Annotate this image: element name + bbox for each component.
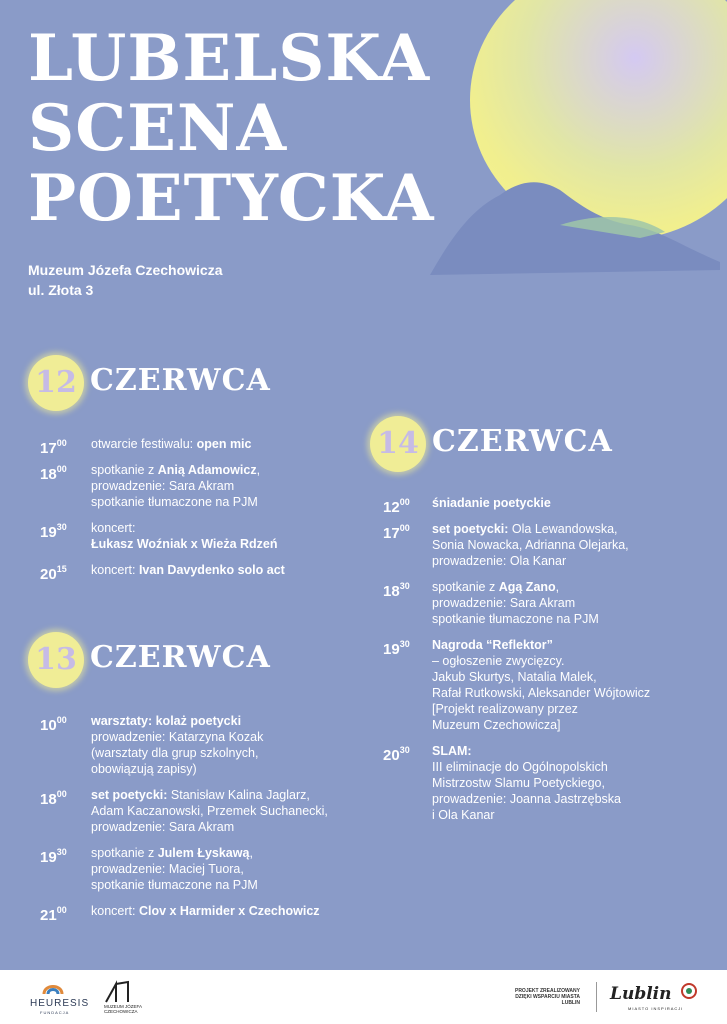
description-line [91,536,361,552]
venue-info [28,260,223,300]
line-text: i Ola Kanar [432,808,495,822]
line-text: spotkanie tłumaczone na PJM [432,612,599,626]
event-hour: 19 [383,641,400,658]
event-minutes: 30 [399,639,410,649]
line-text: Ola Lewandowska, [511,522,618,536]
line-text: otwarcie festiwalu: [91,437,197,451]
event-time [383,494,410,517]
event-time [40,902,67,925]
line-text: koncert: [91,904,139,918]
event-hour: 21 [40,907,57,924]
description-line [91,877,361,893]
event-description [91,520,361,552]
line-text: (warsztaty dla grup szkolnych, [91,746,259,760]
line-text: Sonia Nowacka, Adrianna Olejarka, [432,538,629,552]
description-line [91,462,361,478]
description-line [432,595,702,611]
event-description [432,521,702,569]
description-line [432,685,702,701]
lublin-name: Lublin [610,984,672,1004]
event-time [40,712,67,735]
description-line [91,845,361,861]
event-minutes: 00 [56,715,67,725]
description-line [432,579,702,595]
lublin-crest-icon [680,982,698,1000]
event-time [40,461,67,484]
line-text: spotkanie tłumaczone na PJM [91,495,258,509]
venue-address: ul. Złota 3 [28,282,94,298]
description-line [91,494,361,510]
line-text: , [249,846,253,860]
event-time [383,742,410,765]
description-line [91,478,361,494]
event-description [91,562,361,578]
line-highlight: open mic [196,437,252,451]
line-text: Adam Kaczanowski, Przemek Suchanecki, [91,804,328,818]
day-number: 12 [35,365,77,400]
description-line [432,653,702,669]
line-text: Jakub Skurtys, Natalia Malek, [432,670,597,684]
line-text: prowadzenie: Joanna Jastrzębska [432,792,622,806]
event-hour: 18 [383,583,400,600]
description-line [91,520,361,536]
description-line [91,903,361,919]
description-line [91,436,361,452]
line-text: Mistrzostw Slamu Poetyckiego, [432,776,605,790]
title-line-3: POETYCKA [28,161,435,236]
day-month: CZERWCA [90,640,271,675]
description-line [432,521,702,537]
line-text: spotkanie tłumaczone na PJM [91,878,258,892]
description-line [91,861,361,877]
event-time [40,786,67,809]
line-text: III eliminacje do Ogólnopolskich [432,760,608,774]
event-hour: 17 [383,525,400,542]
description-line [91,787,361,803]
event-description [432,637,702,733]
description-line [91,745,361,761]
description-line [91,803,361,819]
lublin-slogan: MIASTO INSPIRACJI [628,1006,684,1011]
line-text: prowadzenie: Sara Akram [91,479,235,493]
line-highlight: warsztaty: kolaż poetycki [91,714,242,728]
description-line [432,759,702,775]
event-minutes: 00 [56,789,67,799]
event-hour: 19 [40,849,57,866]
heuresis-name: HEURESIS [30,998,90,1009]
event-minutes: 30 [56,522,67,532]
day-month: CZERWCA [432,424,613,459]
line-highlight: SLAM: [432,744,472,758]
event-time [40,435,67,458]
event-minutes: 30 [399,745,410,755]
event-description [91,462,361,510]
event-hour: 18 [40,791,57,808]
line-highlight: Anią Adamowicz [157,463,257,477]
event-minutes: 00 [56,464,67,474]
description-line [432,611,702,627]
line-text: prowadzenie: Ola Kanar [432,554,567,568]
event-hour: 20 [40,566,57,583]
footer-divider [596,982,597,1012]
event-description [91,787,361,835]
event-description [432,579,702,627]
line-text: Rafał Rutkowski, Aleksander Wójtowicz [432,686,651,700]
description-line [432,775,702,791]
day-month: CZERWCA [90,363,271,398]
description-line [432,791,702,807]
event-minutes: 30 [56,847,67,857]
event-minutes: 00 [399,523,410,533]
line-text: prowadzenie: Sara Akram [432,596,576,610]
event-description [432,743,702,823]
description-line [432,717,702,733]
event-description [91,903,361,919]
description-line [91,729,361,745]
line-text: Stanisław Kalina Jaglarz, [170,788,310,802]
line-text: Muzeum Czechowicza] [432,718,561,732]
line-text: obowiązują zapisy) [91,762,197,776]
heuresis-sub: FUNDACJA [40,1010,70,1015]
event-description [91,845,361,893]
line-text: prowadzenie: Sara Akram [91,820,235,834]
description-line [91,761,361,777]
event-description [432,495,702,511]
event-minutes: 15 [56,564,67,574]
description-line [432,537,702,553]
heuresis-logo-icon [42,980,64,996]
event-time [40,519,67,542]
line-text: spotkanie z [91,463,158,477]
description-line [432,553,702,569]
description-line [432,807,702,823]
description-line [432,495,702,511]
description-line [432,637,702,653]
day-number: 13 [35,642,77,677]
title-line-2: SCENA [28,91,288,166]
event-time [40,561,67,584]
event-time [383,578,410,601]
line-text: [Projekt realizowany przez [432,702,578,716]
muzeum-name: MUZEUM JÓZEFA CZECHOWICZA [104,1004,142,1014]
event-hour: 12 [383,499,400,516]
event-description [91,436,361,452]
line-text: prowadzenie: Katarzyna Kozak [91,730,264,744]
line-highlight: Łukasz Woźniak x Wieża Rdzeń [91,537,278,551]
event-time [383,636,410,659]
event-minutes: 00 [56,905,67,915]
line-highlight: Ivan Davydenko solo act [138,563,285,577]
line-text: koncert: [91,563,139,577]
day-number: 14 [377,426,419,461]
line-text: , [256,463,261,477]
line-highlight: Agą Zano [498,580,556,594]
title-line-1: LUBELSKA [28,21,431,96]
line-text: – ogłoszenie zwycięzcy. [432,654,565,668]
event-hour: 17 [40,440,57,457]
muzeum-logo-icon [104,980,132,1004]
line-highlight: set poetycki: [432,522,512,536]
line-highlight: Julem Łyskawą [157,846,250,860]
event-minutes: 30 [399,581,410,591]
event-description [91,713,361,777]
line-highlight: set poetycki: [91,788,171,802]
footer-logos [0,970,727,1024]
description-line [432,743,702,759]
event-hour: 18 [40,466,57,483]
event-time [40,844,67,867]
project-support-text: PROJEKT ZREALIZOWANY DZIĘKI WSPARCIU MIASTA LUBLIN [514,988,580,1006]
description-line [91,562,361,578]
line-text: , [555,580,560,594]
event-hour: 10 [40,717,57,734]
description-line [432,669,702,685]
line-highlight: Clov x Harmider x Czechowicz [138,904,320,918]
line-text: koncert: [91,521,136,535]
line-highlight: śniadanie poetyckie [432,496,551,510]
description-line [91,713,361,729]
line-text: prowadzenie: Maciej Tuora, [91,862,244,876]
event-hour: 19 [40,524,57,541]
poster-title [28,21,435,236]
event-minutes: 00 [56,438,67,448]
line-highlight: Nagroda “Reflektor” [432,638,553,652]
event-hour: 20 [383,747,400,764]
description-line [432,701,702,717]
description-line [91,819,361,835]
event-time [383,520,410,543]
line-text: spotkanie z [432,580,499,594]
line-text: spotkanie z [91,846,158,860]
event-minutes: 00 [399,497,410,507]
venue-name: Muzeum Józefa Czechowicza [28,262,223,278]
